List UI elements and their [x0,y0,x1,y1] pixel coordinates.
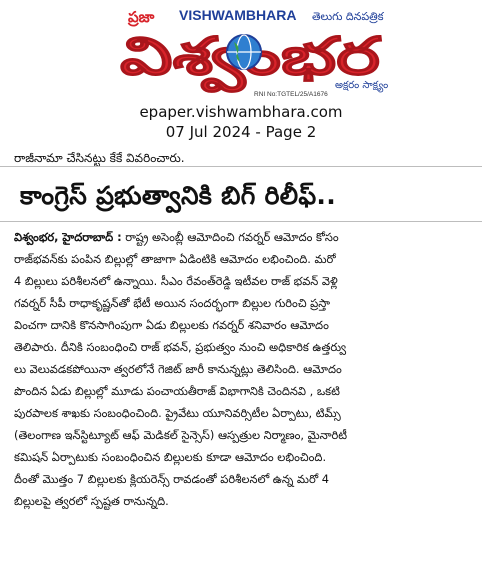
article-line: రాజ్‌భవన్‌కు పంపిన బిల్లుల్లో తాజాగా ఏడింటికి ఆమోదం లభించింది. మరో [14,252,336,266]
article-line: గవర్నర్ సీపీ రాధాకృష్ణన్‌తో భేటీ అయిన సందర్భంగా బిల్లుల గురించి ప్రస్తా [14,296,331,310]
article-line: (తెలంగాణ ఇన్‌స్టిట్యూట్ ఆఫ్ మెడికల్ సైన్సెస్) ఆస్పత్రుల నిర్మాణం, మైనారిటీ [14,428,348,442]
article-body [0,222,482,512]
masthead-title: విశ్వంభర [120,27,304,87]
article-line: దీంతో మొత్తం 7 బిల్లులకు క్లియరెన్స్ రావడంతో పరిశీలనలో ఉన్న మరో 4 [14,472,329,486]
newspaper-masthead-logo [0,0,482,100]
article-line: బిల్లులపై త్వరలో స్పష్టత రానున్నది. [14,494,169,508]
article-line: కమిషన్ ఏర్పాటుకు సంబంధించిన బిల్లులకు కూడా ఆమోదం లభించింది. [14,450,327,464]
previous-article-tail: రాజీనామా చేసినట్టు కేకే వివరించారు. [14,151,185,165]
masthead-prefix: ప్రజా [128,8,155,26]
globe-icon [227,35,261,69]
edition-date-page: 07 Jul 2024 - Page 2 [165,123,317,141]
edition-info [0,102,482,142]
article-line: పురపాలక శాఖకు సంబంధించింది. ప్రైవేటు యూనివర్సిటీల ఏర్పాటు, టిమ్స్ [14,406,341,420]
epaper-site-link[interactable]: epaper.vishwambhara.com [139,103,343,121]
news-clipping [0,150,482,512]
article-line: లు వెలువడకపోయినా త్వరలోనే గెజిట్ జారీ కానున్నట్లు తెలిసింది. ఆమోదం [14,362,342,376]
article-line: వించగా దానికి కొనసాగింపుగా ఏడు బిల్లులకు గవర్నర్ శనివారం ఆమోదం [14,318,329,332]
masthead-rni: RNI No:TGTEL/25/A1676 [254,91,328,98]
masthead-motto: అక్షరం సాక్ష్యం [335,80,389,91]
article-headline: కాంగ్రెస్ ప్రభుత్వానికి బిగ్ రిలీఫ్.. [20,181,337,210]
masthead-tagline: తెలుగు దినపత్రిక [312,10,384,23]
article-line: 4 బిల్లులు పరిశీలనలో ఉన్నాయి. సీఎం రేవంత్‌రెడ్డి ఇటీవల రాజ్ భవన్ వెళ్లి [14,274,338,288]
article-line: విశ్వంభర, హైదరాబాద్ : రాష్ట్ర అసెంబ్లీ ఆమోదించి గవర్నర్ ఆమోదం కోసం [14,230,339,244]
masthead-brand-en: VISHWAMBHARA [179,7,297,23]
article-line: తెలిపారు. దీనికి సంబంధించి రాజ్ భవన్, ప్రభుత్వం నుంచి అధికారిక ఉత్తర్వు [14,340,347,354]
article-dateline: విశ్వంభర, హైదరాబాద్ : [14,230,122,244]
article-line: పొందిన ఏడు బిల్లుల్లో మూడు పంచాయతీరాజ్ విభాగానికి చెందినవి , ఒకటి [14,384,340,398]
